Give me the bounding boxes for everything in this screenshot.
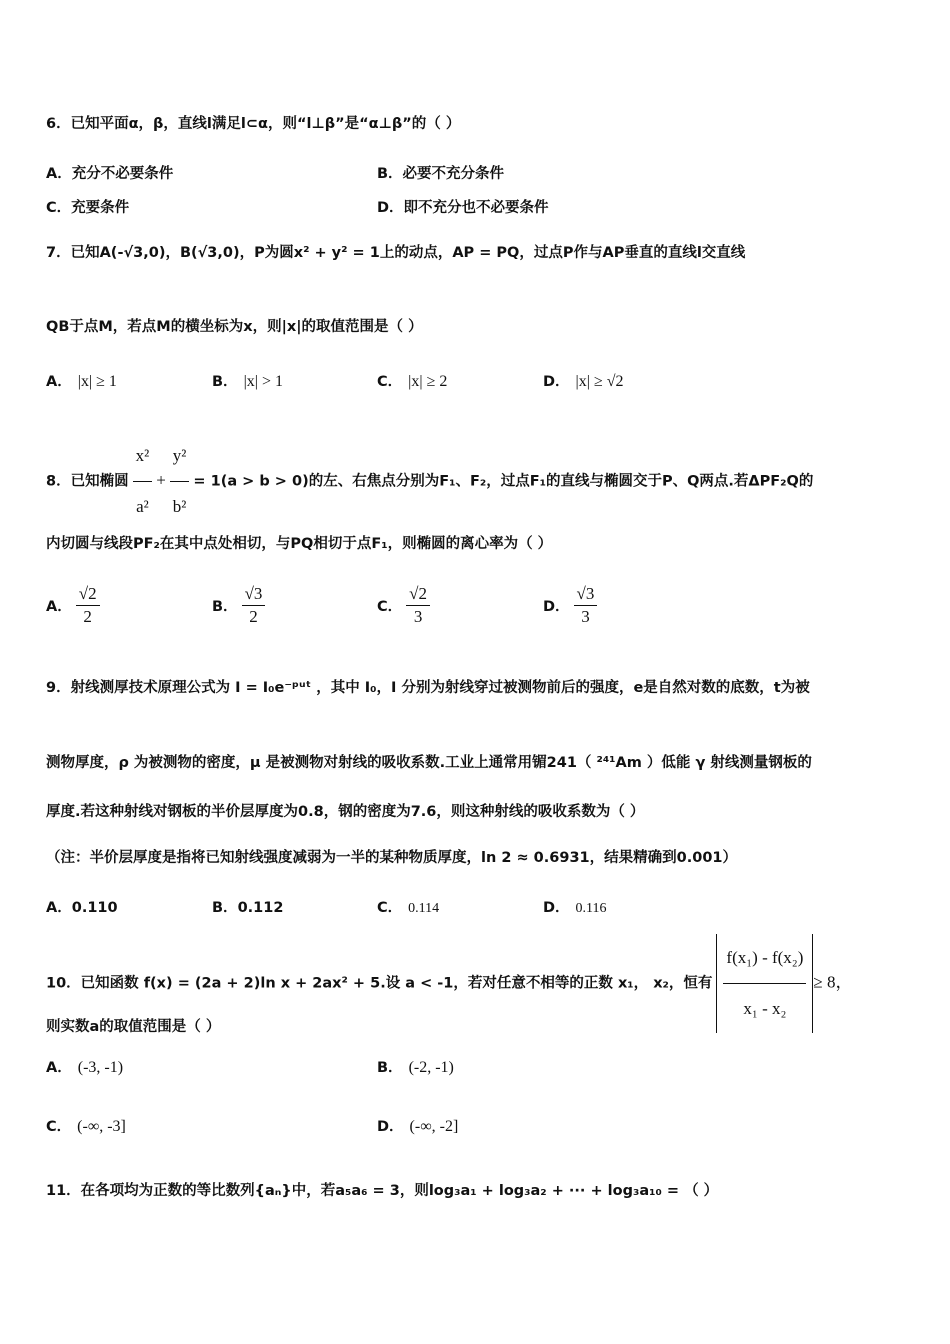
q10-option-a-label: A． xyxy=(46,1060,72,1076)
q8-option-a-fraction xyxy=(76,584,100,627)
q6-option-a: A．充分不必要条件 xyxy=(46,166,174,182)
q9-option-b-value: 0.112 xyxy=(237,900,284,916)
q7-option-b-value: |x| > 1 xyxy=(243,373,283,390)
q10-frac-denominator: x₁ - x₂ xyxy=(743,999,787,1018)
q9-option-a-value: 0.110 xyxy=(71,900,118,916)
q8-option-c-fraction xyxy=(406,584,430,627)
q9-option-c xyxy=(377,896,439,917)
q10-inequality: ≥ 8， xyxy=(813,972,853,992)
question-8-line-2: 内切圆与线段PF₂在其中点处相切，与PQ相切于点F₁，则椭圆的离心率为（ ） xyxy=(46,536,553,552)
q8-intro: 8．已知椭圆 xyxy=(46,473,129,490)
ellipse-plus: + xyxy=(156,470,166,490)
q8-option-d-fraction xyxy=(574,584,598,627)
q7-option-d-value: |x| ≥ √2 xyxy=(575,373,624,390)
q7-option-a xyxy=(46,370,117,391)
q8-option-d-numerator: √3 xyxy=(574,584,598,606)
q7-option-a-value: |x| ≥ 1 xyxy=(77,373,117,390)
question-10-line-2: 则实数a的取值范围是（ ） xyxy=(46,1019,221,1035)
q7-option-c-label: C． xyxy=(377,374,403,390)
q10-option-c-value: (-∞, -3] xyxy=(77,1118,126,1135)
q8-option-a-numerator: √2 xyxy=(76,584,100,606)
q7-option-d-label: D． xyxy=(543,374,570,390)
q8-option-b-fraction xyxy=(242,584,266,627)
q9-option-a-label: A． xyxy=(46,900,72,916)
q9-option-b-label: B． xyxy=(212,900,238,916)
q10-option-a-value: (-3, -1) xyxy=(77,1059,124,1076)
question-9-line-1: 9．射线测厚技术原理公式为 I = I₀e⁻ᵖᵘᵗ ，其中 I₀，I 分别为射线穿过被测物前后的强度，e是自然对数的底数，t为被 xyxy=(46,680,810,696)
q8-rest: = 1(a > b > 0)的左、右焦点分别为F₁、F₂，过点F₁的直线与椭圆交于P、Q两点.若ΔPF₂Q的 xyxy=(193,473,814,490)
q8-option-b-numerator: √3 xyxy=(242,584,266,606)
q10-option-b-value: (-2, -1) xyxy=(408,1059,454,1076)
q8-option-a xyxy=(46,584,104,627)
q8-option-c-label: C． xyxy=(377,599,403,615)
q8-option-b-label: B． xyxy=(212,599,238,615)
q10-option-d-value: (-∞, -2] xyxy=(409,1118,459,1135)
q7-option-b xyxy=(212,370,283,391)
ellipse-x-term xyxy=(133,432,153,531)
q9-option-c-label: C． xyxy=(377,900,403,916)
q8-option-d-denominator: 3 xyxy=(581,607,590,626)
q6-option-b: B．必要不充分条件 xyxy=(377,166,505,182)
q9-option-a xyxy=(46,896,118,917)
q10-frac-numerator: f(x₁) - f(x₂) xyxy=(723,934,806,984)
question-9-note: （注：半价层厚度是指将已知射线强度减弱为一半的某种物质厚度，ln 2 ≈ 0.6931，结果精确到0.001） xyxy=(46,850,737,866)
question-8-line-1 xyxy=(46,432,910,531)
q9-option-d-label: D． xyxy=(543,900,570,916)
ellipse-y-squared: y² xyxy=(170,432,190,482)
q7-option-b-label: B． xyxy=(212,374,238,390)
question-6: 6．已知平面α，β，直线l满足l⊂α，则“l⊥β”是“α⊥β”的（ ） xyxy=(46,116,461,132)
q8-option-c-denominator: 3 xyxy=(413,607,423,626)
q8-option-b xyxy=(212,584,269,627)
q10-option-b xyxy=(377,1056,454,1077)
q8-option-d-label: D． xyxy=(543,599,570,615)
q8-option-c-numerator: √2 xyxy=(406,584,430,606)
q10-option-b-label: B． xyxy=(377,1060,403,1076)
question-7-line-2: QB于点M，若点M的横坐标为x，则|x|的取值范围是（ ） xyxy=(46,319,423,335)
question-9-line-3: 厚度.若这种射线对钢板的半价层厚度为0.8，钢的密度为7.6，则这种射线的吸收系数为（ ） xyxy=(46,804,645,820)
q10-option-a xyxy=(46,1056,123,1077)
q9-option-c-value: 0.114 xyxy=(408,901,440,916)
question-9-line-2: 测物厚度，ρ 为被测物的密度，μ 是被测物对射线的吸收系数.工业上通常用镅241（ ²⁴¹Am ）低能 γ 射线测量钢板的 xyxy=(46,755,812,771)
q9-option-d-value: 0.116 xyxy=(575,901,607,916)
q10-option-c-label: C． xyxy=(46,1119,72,1135)
q6-option-d: D．即不充分也不必要条件 xyxy=(377,200,549,216)
ellipse-y-term xyxy=(170,432,190,531)
q9-option-d xyxy=(543,896,607,917)
q10-intro: 10．已知函数 f(x) = (2a + 2)ln x + 2ax² + 5.设 a < -1，若对任意不相等的正数 x₁， x₂，恒有 xyxy=(46,975,713,992)
q7-option-d xyxy=(543,370,624,391)
ellipse-b-squared: b² xyxy=(172,497,187,516)
ellipse-x-squared: x² xyxy=(133,432,153,482)
q8-option-a-denominator: 2 xyxy=(83,607,92,626)
q6-option-c: C．充要条件 xyxy=(46,200,130,216)
q7-option-c-value: |x| ≥ 2 xyxy=(408,373,448,390)
ellipse-a-squared: a² xyxy=(136,497,149,516)
q9-option-b xyxy=(212,896,283,917)
question-11: 11．在各项均为正数的等比数列{aₙ}中，若a₅a₆ = 3，则log₃a₁ + log₃a₂ + ··· + log₃a₁₀ = （ ） xyxy=(46,1183,719,1199)
question-7-line-1: 7．已知A(-√3,0)，B(√3,0)，P为圆x² + y² = 1上的动点，AP = PQ，过点P作与AP垂直的直线l交直线 xyxy=(46,245,746,261)
q10-option-c xyxy=(46,1115,126,1136)
q10-option-d-label: D． xyxy=(377,1119,404,1135)
q7-option-c xyxy=(377,370,447,391)
q10-option-d xyxy=(377,1115,458,1136)
q8-option-b-denominator: 2 xyxy=(249,607,258,626)
q7-option-a-label: A． xyxy=(46,374,72,390)
q8-option-d xyxy=(543,584,601,627)
q8-option-a-label: A． xyxy=(46,599,72,615)
q8-option-c xyxy=(377,584,434,627)
